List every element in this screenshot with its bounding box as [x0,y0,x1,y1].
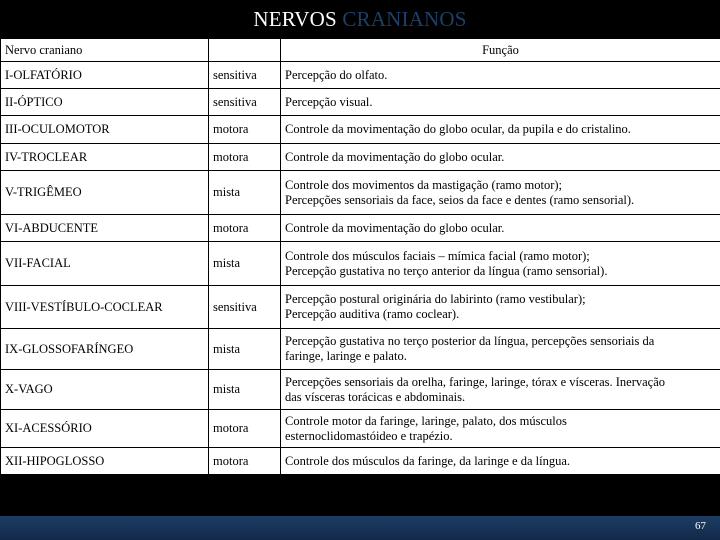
function-line: Controle dos músculos faciais – mímica facial (ramo motor); [285,248,590,263]
nerve-function-cell [281,215,720,242]
nerve-function-cell [281,448,720,475]
cranial-nerves-table [0,38,720,475]
table-row [1,116,720,144]
nerve-type-cell: motora [209,116,281,144]
function-line: das vísceras torácicas e abdominais. [285,389,466,404]
nerve-function-cell [281,144,720,171]
table-row [1,242,720,286]
function-line: Percepção gustativa no terço anterior da língua (ramo sensorial). [285,263,608,278]
table-row [1,286,720,329]
nerve-name-cell: II-ÓPTICO [1,89,209,116]
table-row [1,448,720,475]
function-line: Percepção do olfato. [285,67,388,82]
nerve-function-cell [281,171,720,215]
function-line: Percepção gustativa no terço posterior da língua, percepções sensoriais da [285,334,655,348]
function-line: Percepções sensoriais da face, seios da face e dentes (ramo sensorial). [285,192,635,207]
table-body [1,39,720,475]
nerve-name-cell: IV-TROCLEAR [1,144,209,171]
function-line: Percepção postural originária do labirinto (ramo vestibular); [285,292,586,306]
nerve-function-cell [281,329,720,370]
nerve-name-cell: VII-FACIAL [1,242,209,286]
function-line: Controle dos movimentos da mastigação (ramo motor); [285,177,563,192]
header-nerve: Nervo craniano [1,39,209,62]
nerve-function-cell [281,62,720,89]
title-word-1: NERVOS [253,7,337,31]
table-row [1,89,720,116]
table-row [1,329,720,370]
nerve-type-cell: motora [209,410,281,448]
function-line: Controle da movimentação do globo ocular. [285,149,505,164]
nerve-name-cell: IX-GLOSSOFARÍNGEO [1,329,209,370]
nerve-name-cell: XI-ACESSÓRIO [1,410,209,448]
function-line: Controle dos músculos da faringe, da laringe e da língua. [285,453,570,468]
function-line: Percepção auditiva (ramo coclear). [285,307,460,321]
table-row [1,410,720,448]
nerve-type-cell: mista [209,329,281,370]
table-row [1,62,720,89]
table-row [1,215,720,242]
nerve-name-cell: X-VAGO [1,370,209,410]
nerve-function-cell [281,410,720,448]
header-type [209,39,281,62]
function-line: Controle motor da faringe, laringe, palato, dos músculos [285,413,567,428]
nerve-name-cell: V-TRIGÊMEO [1,171,209,215]
table-row [1,144,720,171]
nerve-name-cell: III-OCULOMOTOR [1,116,209,144]
nerve-type-cell: motora [209,215,281,242]
nerve-function-cell [281,370,720,410]
nerve-name-cell: XII-HIPOGLOSSO [1,448,209,475]
function-line: Percepção visual. [285,94,373,109]
nerve-function-cell [281,242,720,286]
nerve-type-cell: sensitiva [209,62,281,89]
function-line: faringe, laringe e palato. [285,349,407,363]
nerve-name-cell: I-OLFATÓRIO [1,62,209,89]
page-title [0,0,720,38]
nerve-function-cell [281,116,720,144]
title-bar [0,0,720,38]
nerve-type-cell: motora [209,144,281,171]
table-row [1,171,720,215]
function-line: Controle da movimentação do globo ocular, da pupila e do cristalino. [285,122,631,136]
nerve-function-cell [281,286,720,329]
function-line: Controle da movimentação do globo ocular. [285,220,505,235]
function-line: esternoclidomastóideo e trapézio. [285,428,453,443]
nerve-type-cell: sensitiva [209,286,281,329]
title-word-2: CRANIANOS [342,7,467,31]
nerve-type-cell: mista [209,242,281,286]
nerve-type-cell: sensitiva [209,89,281,116]
footer-bar [0,516,720,540]
function-line: Percepções sensoriais da orelha, faringe, laringe, tórax e vísceras. Inervação [285,374,666,389]
header-function: Função [281,39,720,62]
table-header-row [1,39,720,62]
table-row [1,370,720,410]
nerve-type-cell: motora [209,448,281,475]
nerve-function-cell [281,89,720,116]
nerve-type-cell: mista [209,171,281,215]
nerve-type-cell: mista [209,370,281,410]
nerve-name-cell: VI-ABDUCENTE [1,215,209,242]
page-number: 67 [695,520,706,532]
nerve-name-cell: VIII-VESTÍBULO-COCLEAR [1,286,209,329]
